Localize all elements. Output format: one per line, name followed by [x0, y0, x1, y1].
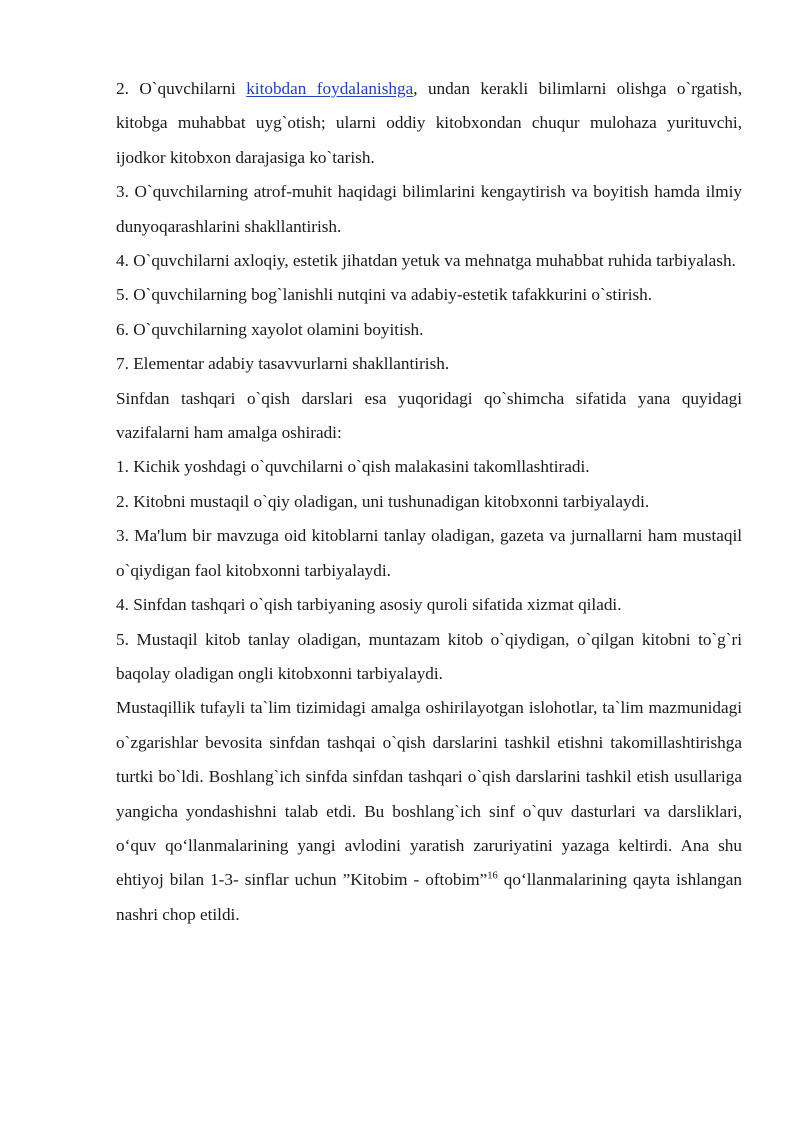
task-item-5: 5. Mustaqil kitob tanlay oladigan, muntazam kitob o`qiydigan, o`qilgan kitobni to`g`ri baqolay oladigan ongli kitobxonni tarbiyalaydi. — [116, 629, 742, 683]
paragraph-item-4: 4. O`quvchilarni axloqiy, estetik jihatdan yetuk va mehnatga muhabbat ruhida tarbiyalash. — [116, 251, 736, 271]
task-item-3: 3. Ma'lum bir mavzuga oid kitoblarni tanlay oladigan, gazeta va jurnallarni ham mustaqil o`qiydigan faol kitobxonni tarbiyalaydi. — [116, 526, 742, 580]
paragraph-item-5: 5. O`quvchilarning bog`lanishli nutqini va adabiy-estetik tafakkurini o`stirish. — [116, 285, 653, 305]
paragraph-text: qo‘llanmalarining qayta ishlangan nashri chop etildi. — [116, 870, 743, 924]
task-item-2: 2. Kitobni mustaqil o`qiy oladigan, uni tushunadigan kitobxonni tarbiyalaydi. — [116, 491, 650, 511]
paragraph-item-7: 7. Elementar adabiy tasavvurlarni shakllantirish. — [116, 354, 450, 374]
paragraph-intro-extracurricular: Sinfdan tashqari o`qish darslari esa yuqoridagi qo`shimcha sifatida yana quyidagi vazifalarni ham amalga oshiradi: — [116, 388, 742, 443]
paragraph-item-6: 6. O`quvchilarning xayolot olamini boyitish. — [116, 319, 424, 339]
paragraph-text: Mustaqillik tufayli ta`lim tizimidagi amalga oshirilayotgan islohotlar, ta`lim mazmunidagi o`zgarishlar bevosita sinfdan tashqai o`qish darslarini tashkil etishni takomillashtirishga turtki bo`ldi. Boshlang`ich sinfda sinfdan tashqari o`qish darslarini tashkil etish usullariga yangicha yondashishni talab etdi. Bu boshlang`ich sinf o`quv dasturlari va darsliklari, o‘quv qo‘llanmalarining yangi avlodini yaratish zaruriyatini yazaga keltirdi. Ana shu ehtiyoj bilan 1-3- sinflar uchun ”Kitobim - oftobim” — [116, 698, 742, 890]
task-item-1: 1. Kichik yoshdagi o`quvchilarni o`qish malakasini takomllashtiradi. — [116, 457, 590, 477]
task-item-4: 4. Sinfdan tashqari o`qish tarbiyaning asosiy quroli sifatida xizmat qiladi. — [116, 595, 622, 615]
paragraph-text: , undan kerakli bilimlarni olishga o`rgatish, kitobga muhabbat uyg`otish; ularni oddiy kitobxondan chuqur mulohaza yurituvchi, ijodkor kitobxon darajasiga ko`tarish. — [116, 79, 742, 167]
kitobdan-foydalanishga-link[interactable]: kitobdan foydalanishga — [246, 79, 414, 98]
paragraph-item-3: 3. O`quvchilarning atrof-muhit haqidagi bilimlarini kengaytirish va boyitish hamda ilmiy dunyoqarashlarini shakllantirish. — [116, 182, 742, 236]
paragraph-independence-reforms — [116, 691, 742, 932]
document-page — [116, 72, 742, 932]
footnote-reference: 16 — [487, 870, 498, 882]
paragraph-item-2 — [116, 72, 742, 175]
paragraph-text: 2. O`quvchilarni — [116, 79, 247, 98]
